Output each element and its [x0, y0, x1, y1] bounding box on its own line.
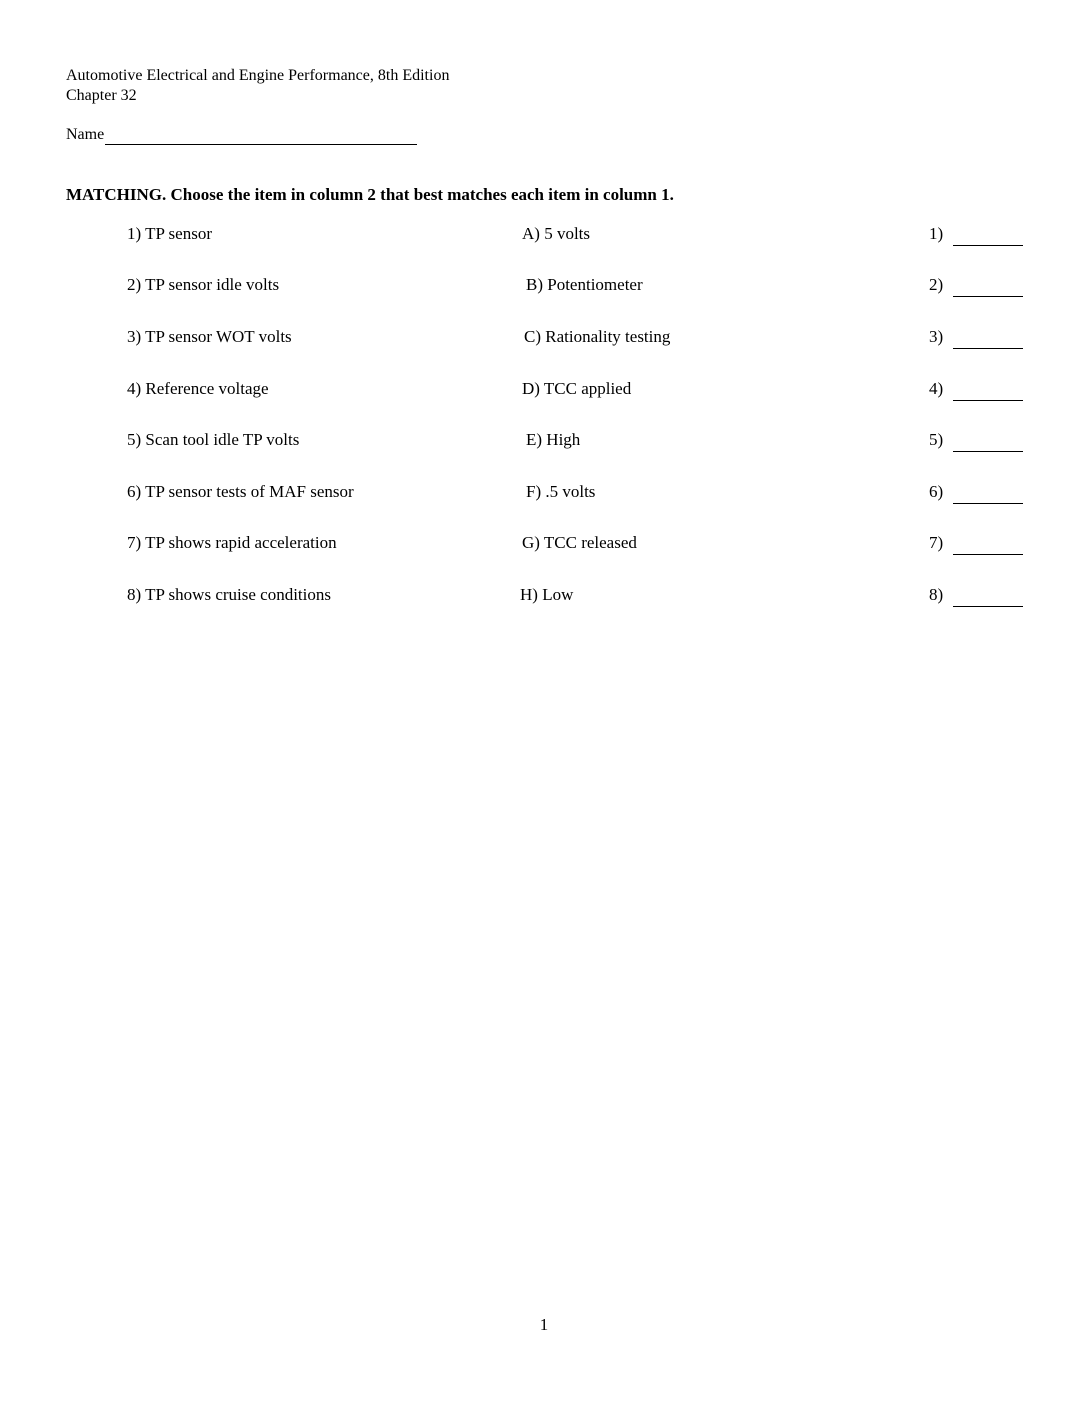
matching-row [0, 273, 1088, 297]
column1-term: 5) Scan tool idle TP volts [127, 430, 300, 449]
answer-blank-line[interactable] [953, 483, 1023, 504]
column1-term: 8) TP shows cruise conditions [127, 585, 331, 604]
matching-row [0, 531, 1088, 555]
answer-number: 2) [929, 275, 944, 294]
answer-field [929, 583, 1023, 607]
answer-blank-line[interactable] [953, 431, 1023, 452]
column2-match: B) Potentiometer [526, 275, 643, 294]
answer-blank-line[interactable] [953, 225, 1023, 246]
column2-match: D) TCC applied [522, 379, 632, 398]
column2-match: H) Low [520, 585, 574, 604]
answer-blank-line[interactable] [953, 534, 1023, 555]
answer-field [929, 325, 1023, 349]
column1-term: 2) TP sensor idle volts [127, 275, 280, 294]
matching-row [0, 480, 1088, 504]
chapter-title: Chapter 32 [66, 87, 137, 104]
answer-number: 5) [929, 430, 944, 449]
column2-match: C) Rationality testing [524, 327, 671, 346]
matching-row [0, 222, 1088, 246]
column2-match: E) High [526, 430, 581, 449]
answer-field [929, 222, 1023, 246]
answer-number: 3) [929, 327, 944, 346]
answer-number: 4) [929, 379, 944, 398]
matching-row [0, 377, 1088, 401]
matching-row [0, 325, 1088, 349]
answer-blank-line[interactable] [953, 276, 1023, 297]
book-title: Automotive Electrical and Engine Performance, 8th Edition [66, 67, 450, 84]
answer-number: 8) [929, 585, 944, 604]
column1-term: 1) TP sensor [127, 224, 212, 243]
answer-number: 6) [929, 482, 944, 501]
answer-field [929, 531, 1023, 555]
column2-match: A) 5 volts [522, 224, 590, 243]
answer-blank-line[interactable] [953, 586, 1023, 607]
name-field [66, 125, 417, 145]
matching-instructions: MATCHING. Choose the item in column 2 that best matches each item in column 1. [66, 185, 674, 204]
column1-term: 7) TP shows rapid acceleration [127, 533, 337, 552]
matching-row [0, 583, 1088, 607]
column1-term: 3) TP sensor WOT volts [127, 327, 292, 346]
answer-blank-line[interactable] [953, 328, 1023, 349]
column1-term: 6) TP sensor tests of MAF sensor [127, 482, 354, 501]
answer-field [929, 428, 1023, 452]
answer-number: 1) [929, 224, 944, 243]
answer-field [929, 480, 1023, 504]
column1-term: 4) Reference voltage [127, 379, 269, 398]
answer-number: 7) [929, 533, 944, 552]
matching-row [0, 428, 1088, 452]
page-number: 1 [539, 1315, 549, 1334]
answer-field [929, 273, 1023, 297]
document-header [66, 66, 449, 106]
name-label: Name [66, 126, 105, 143]
answer-field [929, 377, 1023, 401]
column2-match: G) TCC released [522, 533, 637, 552]
column2-match: F) .5 volts [526, 482, 596, 501]
name-blank-line[interactable] [105, 126, 417, 145]
answer-blank-line[interactable] [953, 380, 1023, 401]
